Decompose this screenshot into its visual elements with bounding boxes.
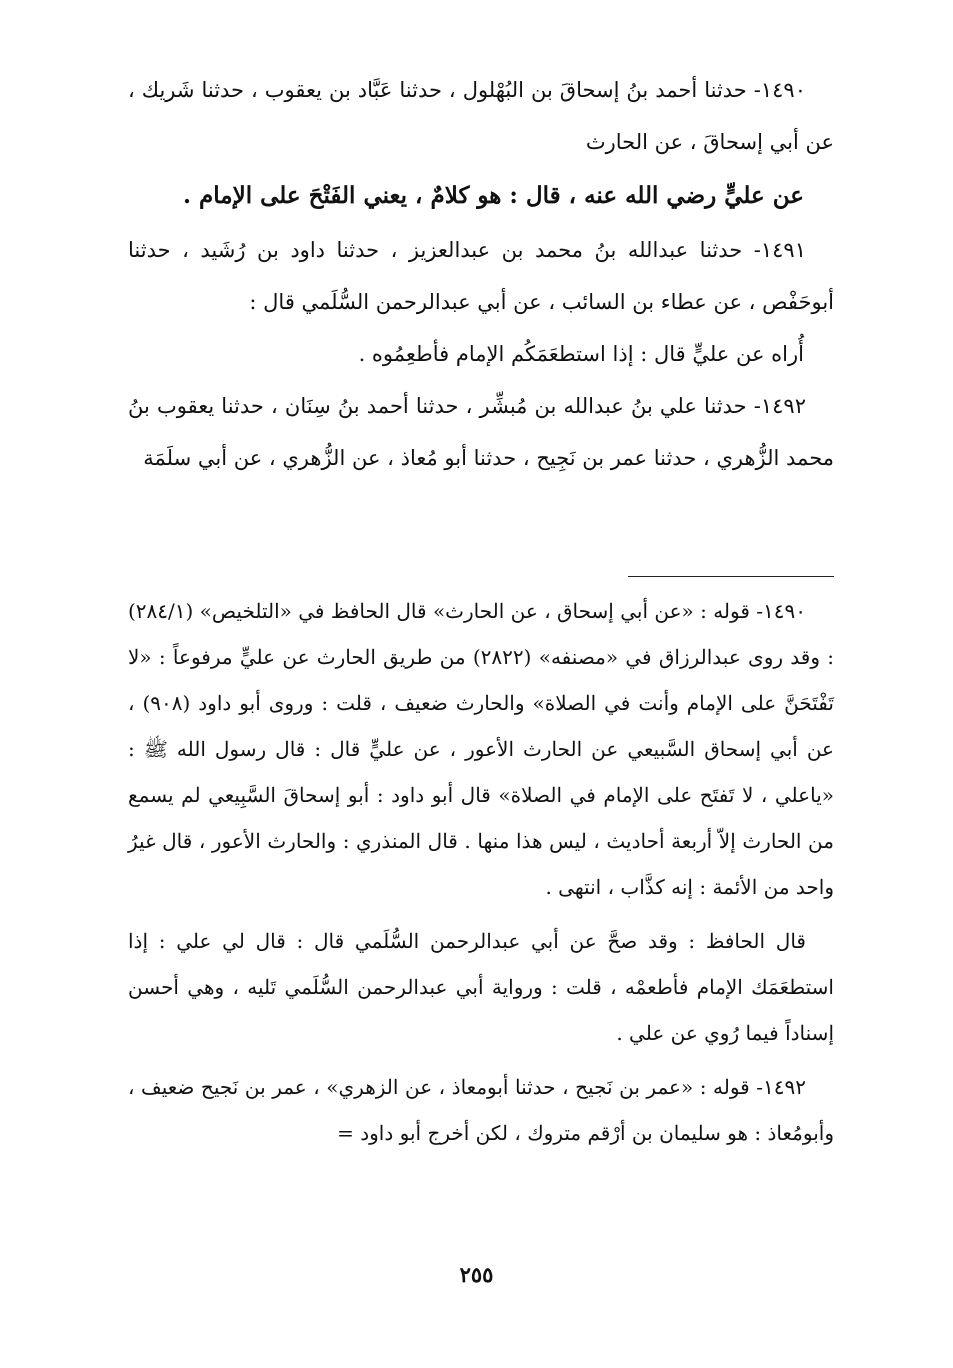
footnote-1492: ١٤٩٢- قوله : «عمر بن نَجيح ، حدثنا أبومعاذ ، عن الزهري» ، عمر بن نَجيح ضعيف ، وأبومُعاذ : هو سليمان بن أرْقم متروك ، لكن أخرج أبو داود =	[128, 1075, 834, 1145]
page-number: ٢٥٥	[459, 1262, 494, 1287]
footnote-1490: ١٤٩٠- قوله : «عن أبي إسحاق ، عن الحارث» قال الحافظ في «التلخيص» (٢٨٤/١) : وقد روى عبدالرزاق في «مصنفه» (٢٨٢٢) من طريق الحارث عن عليٍّ مرفوعاً : «لا تَفْتَحَنَّ على الإمام وأنت في الصلاة» والحارث ضعيف ، قلت : وروى أبو داود (٩٠٨) ، عن أبي إسحاق السَّبيعي عن الحارث الأعور ، عن عليٍّ قال : قال رسول الله ﷺ : «ياعلي ، لا تَفتَح على الإمام في الصلاة» قال أبو داود : أبو إسحاقَ السَّبِيعي لم يسمع من الحارث إلاّ أربعة أحاديث ، ليس هذا منها . قال المنذري : والحارث الأعور ، قال غيرُ واحد من الأئمة : إنه كذَّاب ، انتهى .	[127, 599, 834, 899]
hadith-1492-isnad: ١٤٩٢- حدثنا علي بنُ عبدالله بن مُبشِّر ، حدثنا أحمد بنُ سِنَان ، حدثنا يعقوب بنُ محمد الزُّهري ، حدثنا عمر بن نَجِيح ، حدثنا أبو مُعاذ ، عن الزُّهري ، عن أبي سلَمَة	[128, 394, 834, 470]
hadith-1491-isnad: ١٤٩١- حدثنا عبدالله بنُ محمد بن عبدالعزيز ، حدثنا داود بن رُشَيد ، حدثنا أبوحَفْص ، عن عطاء بن السائب ، عن أبي عبدالرحمن السُّلَمي قال :	[128, 238, 834, 314]
hadith-1490-isnad: ١٤٩٠- حدثنا أحمد بنُ إسحاقَ بن البُهْلول ، حدثنا عَبَّاد بن يعقوب ، حدثنا شَريك ، عن أبي إسحاقَ ، عن الحارث	[128, 78, 834, 154]
footnote-hafiz: قال الحافظ : وقد صحَّ عن أبي عبدالرحمن السُّلَمي قال : قال لي علي : إذا استطعَمَك الإمام فأطعمْه ، قلت : ورواية أبي عبدالرحمن السُّلَمي تَليه ، وهي أحسن إسناداً فيما رُوي عن علي .	[128, 929, 834, 1045]
hadith-1491-matn: أُراه عن عليٍّ قال : إذا استطعَمَكُم الإمام فأطعِمُوه .	[358, 342, 804, 366]
footnote-divider	[628, 576, 834, 577]
main-text	[128, 64, 834, 484]
hadith-1490-matn: عن عليٍّ رضي الله عنه ، قال : هو كلامٌ ، يعني الفَتْحَ على الإمام .	[183, 182, 804, 209]
footnotes	[128, 588, 834, 1164]
